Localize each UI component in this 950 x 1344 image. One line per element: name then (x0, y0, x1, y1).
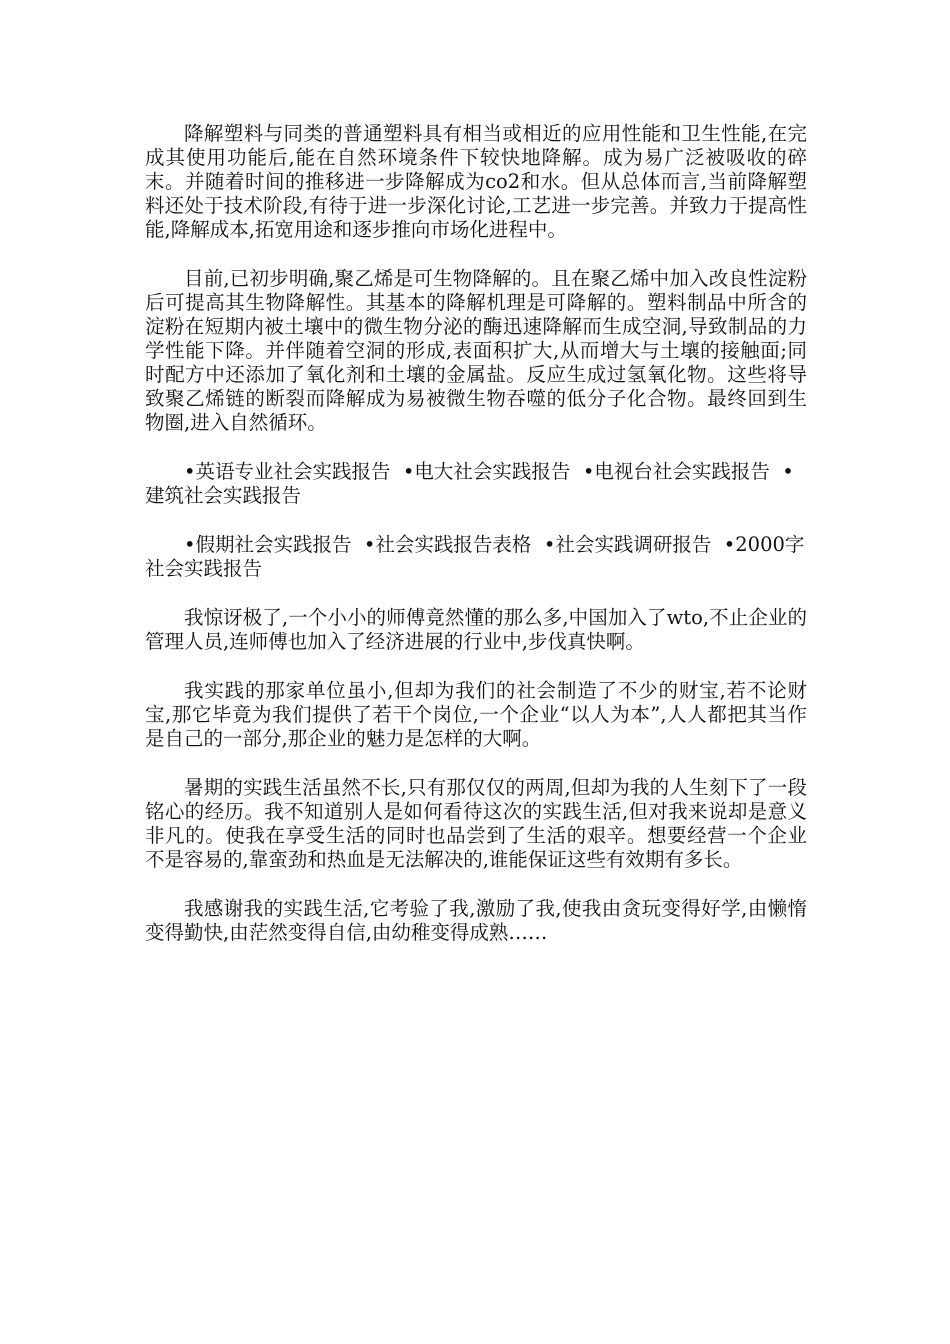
link-tv-university-report[interactable]: •电大社会实践报告 (402, 460, 571, 483)
paragraph-gratitude: 我感谢我的实践生活,它考验了我,激励了我,使我由贪玩变得好学,由懒惰变得勤快,由茫然变得自信,由幼稚变得成熟…… (145, 897, 807, 944)
paragraph-master-wto: 我惊讶极了,一个小小的师傅竟然懂的那么多,中国加入了wto,不止企业的管理人员,连师傅也加入了经济进展的行业中,步伐真快啊。 (145, 606, 807, 653)
paragraph-degradable-plastics: 降解塑料与同类的普通塑料具有相当或相近的应用性能和卫生性能,在完成其使用功能后,能在自然环境条件下较快地降解。成为易广泛被吸收的碎末。并随着时间的推移进一步降解成为co2和水。但从总体而言,当前降解塑料还处于技术阶段,有待于进一步深化讨论,工艺进一步完善。并致力于提高性能,降解成本,拓宽用途和逐步推向市场化进程中。 (145, 122, 807, 241)
link-english-major-report[interactable]: •英语专业社会实践报告 (184, 460, 391, 483)
link-2000-words-report[interactable]: •2000字社会实践报告 (145, 533, 805, 580)
link-research-report[interactable]: •社会实践调研报告 (543, 533, 712, 556)
link-report-form[interactable]: •社会实践报告表格 (363, 533, 532, 556)
paragraph-summer-practice: 暑期的实践生活虽然不长,只有那仅仅的两周,但却为我的人生刻下了一段铭心的经历。我不知道别人是如何看待这次的实践生活,但对我来说却是意义非凡的。使我在享受生活的同时也品尝到了生活的艰辛。想要经营一个企业不是容易的,靠蛮劲和热血是无法解决的,谁能保证这些有效期有多长。 (145, 776, 807, 871)
link-holiday-report[interactable]: •假期社会实践报告 (184, 533, 352, 556)
link-tv-station-report[interactable]: •电视台社会实践报告 (582, 460, 770, 483)
document-page (145, 122, 807, 970)
related-links-group (145, 460, 807, 508)
paragraph-small-company: 我实践的那家单位虽小,但却为我们的社会制造了不少的财宝,若不论财宝,那它毕竟为我们提供了若干个岗位,一个企业“以人为本”,人人都把其当作是自己的一部分,那企业的魅力是怎样的大啊。 (145, 679, 807, 750)
link-architecture-report[interactable]: •建筑社会实践报告 (145, 460, 794, 507)
paragraph-polyethylene-degradation: 目前,已初步明确,聚乙烯是可生物降解的。且在聚乙烯中加入改良性淀粉后可提高其生物降解性。其基本的降解机理是可降解的。塑料制品中所含的淀粉在短期内被土壤中的微生物分泌的酶迅速降解而生成空洞,导致制品的力学性能下降。并伴随着空洞的形成,表面积扩大,从而增大与土壤的接触面;同时配方中还添加了氧化剂和土壤的金属盐。反应生成过氢氧化物。这些将导致聚乙烯链的断裂而降解成为易被微生物吞噬的低分子化合物。最终回到生物圈,进入自然循环。 (145, 267, 807, 434)
related-links-group (145, 533, 807, 581)
